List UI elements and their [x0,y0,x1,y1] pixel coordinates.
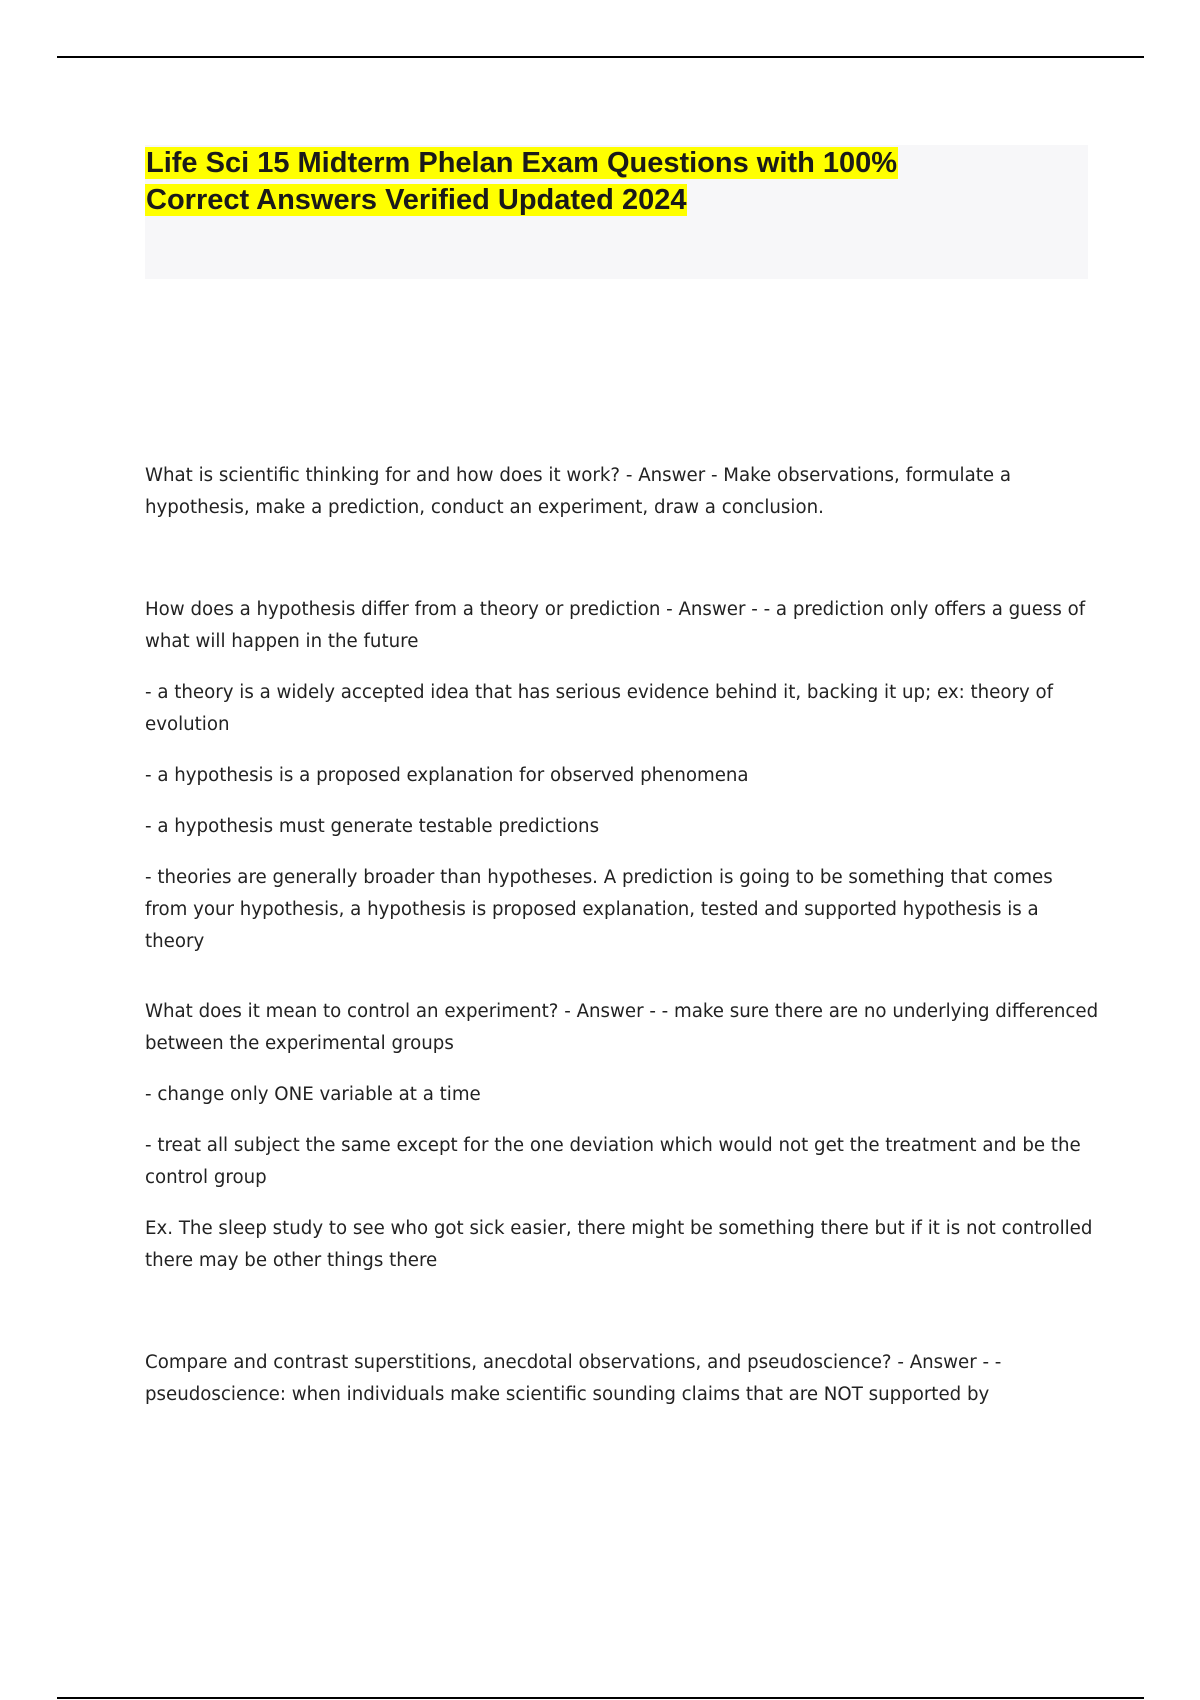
title-block [145,145,1088,279]
bottom-rule [57,1697,1144,1699]
qa-paragraph: How does a hypothesis differ from a theory or prediction - Answer - - a prediction only offers a guess of what will happen in the future [145,599,1086,652]
qa-entry-pseudoscience [145,1347,1100,1430]
qa-paragraph: Compare and contrast superstitions, anecdotal observations, and pseudoscience? - Answer - - pseudoscience: when individuals make scientific sounding claims that are NOT supported by [145,1352,1002,1405]
qa-entry-scientific-thinking [145,460,1100,543]
qa-paragraph: Ex. The sleep study to see who got sick easier, there might be something there but if it is not controlled there may be other things there [145,1218,1093,1271]
qa-paragraph: - a hypothesis is a proposed explanation for observed phenomena [145,765,749,786]
qa-paragraph: - a theory is a widely accepted idea that has serious evidence behind it, backing it up; ex: theory of evolution [145,682,1054,735]
qa-paragraph: What does it mean to control an experiment? - Answer - - make sure there are no underlying differenced between the experimental groups [145,1001,1099,1054]
qa-paragraph: - change only ONE variable at a time [145,1084,481,1105]
top-rule [57,56,1144,58]
document-title-line-1: Life Sci 15 Midterm Phelan Exam Questions with 100% [146,147,898,179]
qa-paragraph: - a hypothesis must generate testable predictions [145,816,600,837]
qa-entry-hypothesis-vs-theory [145,594,1100,977]
qa-paragraph: What is scientific thinking for and how does it work? - Answer - Make observations, formulate a hypothesis, make a prediction, conduct an experiment, draw a conclusion. [145,465,1011,518]
qa-paragraph: - treat all subject the same except for the one deviation which would not get the treatment and be the control group [145,1135,1081,1188]
qa-entry-control-experiment [145,996,1100,1296]
qa-paragraph: - theories are generally broader than hypotheses. A prediction is going to be something that comes from your hypothesis, a hypothesis is proposed explanation, tested and supported hypothesis is a theory [145,867,1053,952]
document-title-line-2: Correct Answers Verified Updated 2024 [146,184,687,216]
